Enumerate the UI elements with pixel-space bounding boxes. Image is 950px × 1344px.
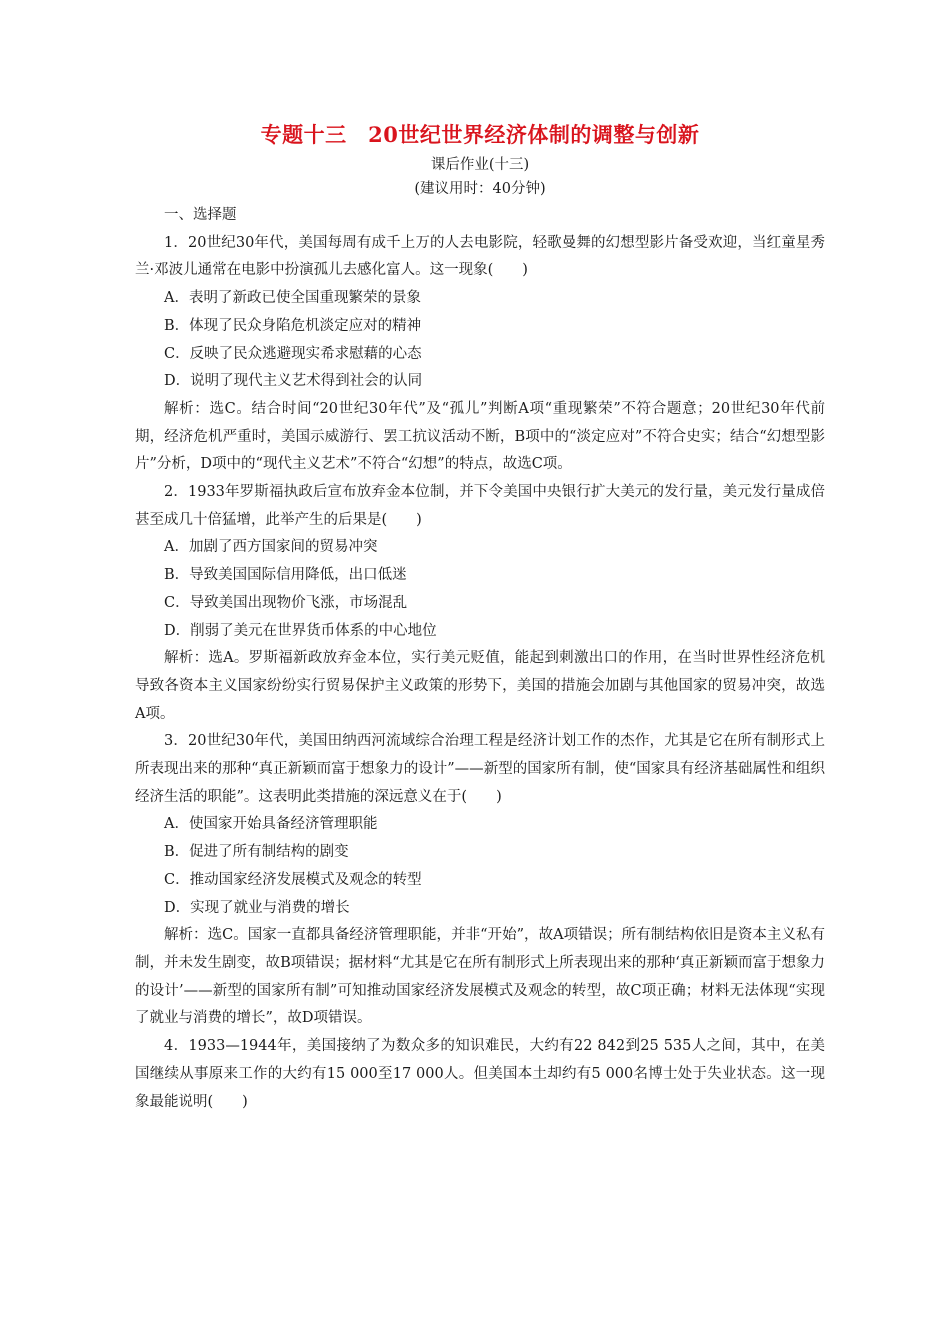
option-c: C．反映了民众逃避现实希求慰藉的心态 — [164, 345, 422, 362]
question-1 — [135, 230, 825, 479]
question-stem: 1．20世纪30年代，美国每周有成千上万的人去电影院，轻歌曼舞的幻想型影片备受欢迎，当红童星秀兰·邓波儿通常在电影中扮演孤儿去感化富人。这一现象( ) — [135, 234, 825, 279]
question-stem: 3．20世纪30年代，美国田纳西河流域综合治理工程是经济计划工作的杰作，尤其是它在所有制形式上所表现出来的那种“真正新颖而富于想象力的设计”——新型的国家所有制，使“国家具有经济基础属性和组织经济生活的职能”。这表明此类措施的深远意义在于( ) — [135, 733, 825, 805]
option-d: D．削弱了美元在世界货币体系的中心地位 — [164, 622, 437, 639]
option-a: A．使国家开始具备经济管理职能 — [164, 816, 378, 833]
option-c: C．推动国家经济发展模式及观念的转型 — [164, 871, 422, 888]
question-stem: 4．1933—1944年，美国接纳了为数众多的知识难民，大约有22 842到25 535人之间，其中，在美国继续从事原来工作的大约有15 000至17 000人。但美国本土却约有5 000名博士处于失业状态。这一现象最能说明( ) — [135, 1038, 825, 1110]
section-heading: 一、选择题 — [164, 207, 237, 223]
option-d: D．说明了现代主义艺术得到社会的认同 — [164, 373, 423, 390]
option-a: A．加剧了西方国家间的贸易冲突 — [164, 539, 378, 556]
option-d: D．实现了就业与消费的增长 — [164, 899, 350, 916]
question-4 — [135, 1033, 825, 1116]
question-3 — [135, 728, 825, 1033]
question-stem: 2．1933年罗斯福执政后宣布放弃金本位制，并下令美国中央银行扩大美元的发行量，美元发行量成倍甚至成几十倍猛增，此举产生的后果是( ) — [135, 484, 825, 528]
option-c: C．导致美国出现物价飞涨，市场混乱 — [164, 594, 408, 611]
page-subtitle: 课后作业(十三) — [430, 157, 530, 173]
question-2 — [135, 479, 825, 728]
option-b: B．体现了民众身陷危机淡定应对的精神 — [164, 317, 422, 334]
question-analysis: 解析：选C。结合时间“20世纪30年代”及“孤儿”判断A项“重现繁荣”不符合题意；20世纪30年代前期，经济危机严重时，美国示威游行、罢工抗议活动不断，B项中的“淡定应对”不符合史实；结合“幻想型影片”分析，D项中的“现代主义艺术”不符合“幻想”的特点，故选C项。 — [135, 400, 825, 473]
option-b: B．促进了所有制结构的剧变 — [164, 844, 349, 861]
option-b: B．导致美国国际信用降低，出口低迷 — [164, 567, 407, 584]
question-analysis: 解析：选C。国家一直都具备经济管理职能，并非“开始”，故A项错误；所有制结构依旧是资本主义私有制，并未发生剧变，故B项错误；据材料“尤其是它在所有制形式上所表现出来的那种‘真正新颖而富于想象力的设计’——新型的国家所有制”可知推动国家经济发展模式及观念的转型，故C项正确；材料无法体现“实现了就业与消费的增长”，故D项错误。 — [135, 927, 825, 1027]
option-a: A．表明了新政已使全国重现繁荣的景象 — [164, 290, 421, 307]
page-title: 专题十三 20世纪世界经济体制的调整与创新 — [260, 122, 700, 147]
question-analysis: 解析：选A。罗斯福新政放弃金本位，实行美元贬值，能起到刺激出口的作用，在当时世界性经济危机导致各资本主义国家纷纷实行贸易保护主义政策的形势下，美国的措施会加剧与其他国家的贸易冲突，故选A项。 — [135, 650, 825, 722]
document-page — [135, 118, 825, 1116]
time-hint: (建议用时：40分钟) — [414, 181, 546, 197]
